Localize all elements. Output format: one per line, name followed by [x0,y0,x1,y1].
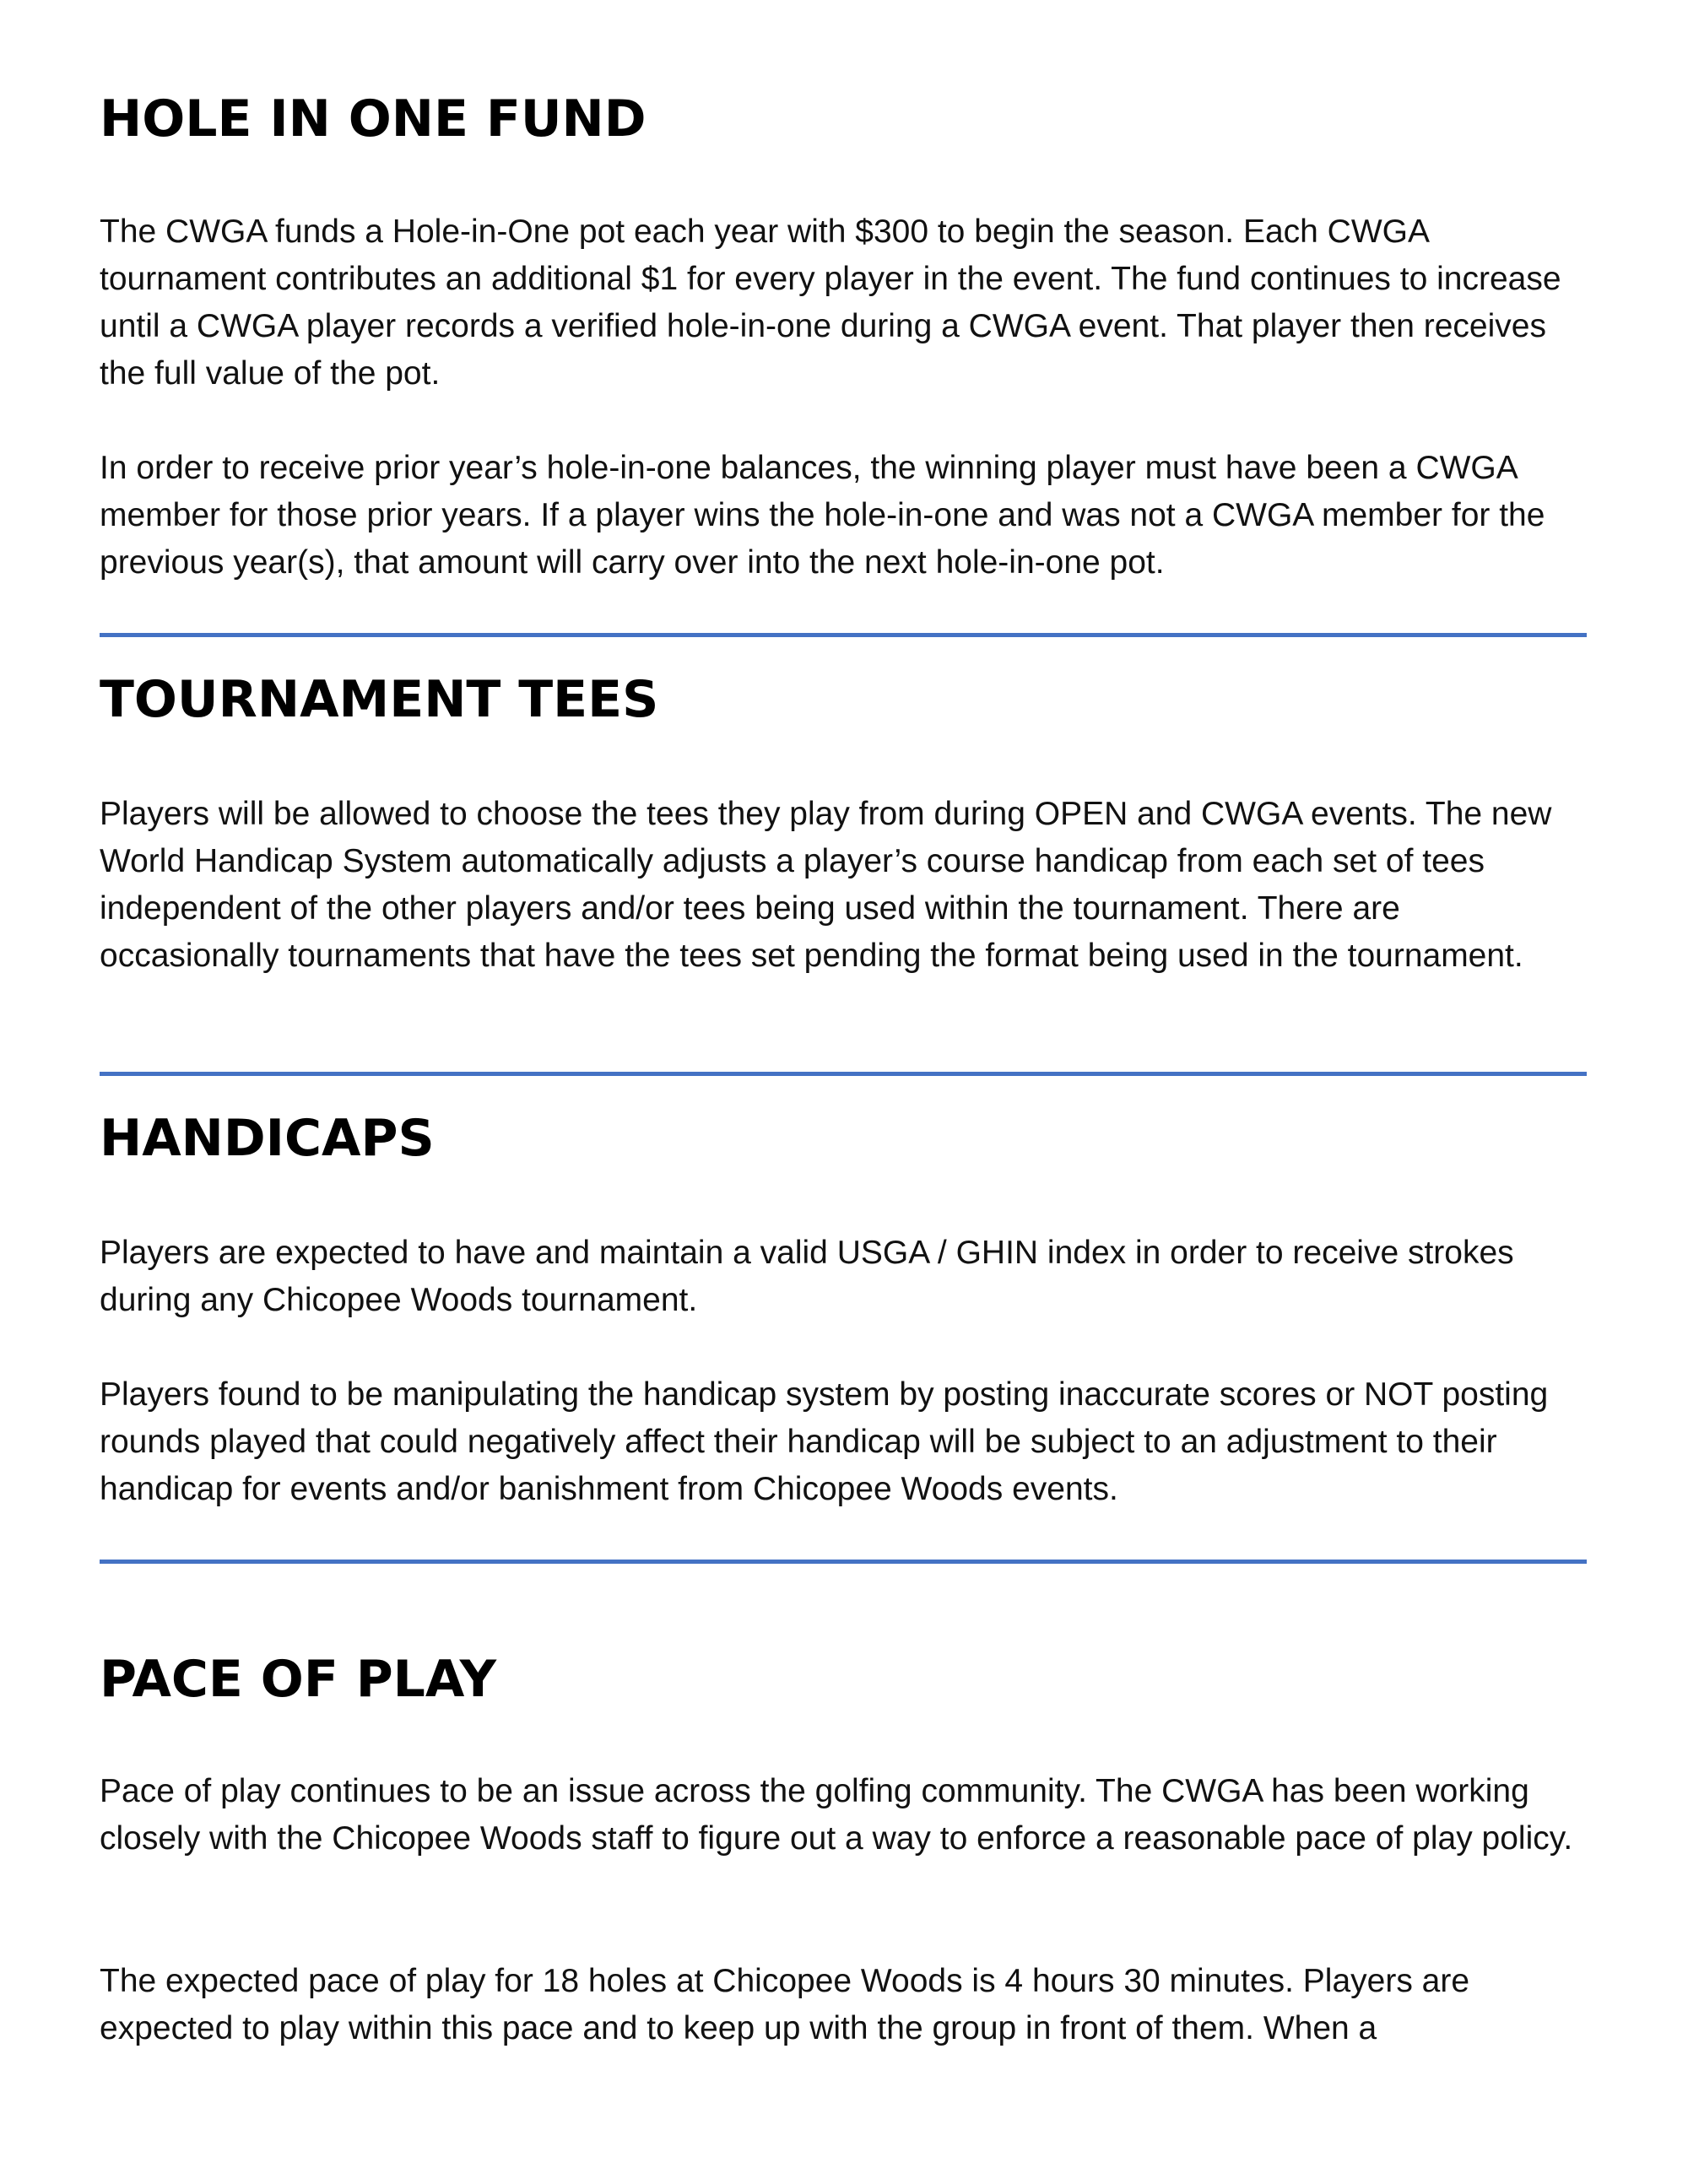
section-body [100,791,1587,980]
section-tournament-tees [100,669,1587,730]
section-heading: TOURNAMENT TEES [100,670,659,729]
section-body [100,1230,1587,1324]
section-body [100,445,1587,587]
section-handicaps [100,1108,1587,1169]
paragraph: Players found to be manipulating the handicap system by posting inaccurate scores or NOT posting rounds played that could negatively affect their handicap will be subject to an adjustment to their handicap for events and/or banishment from Chicopee Woods events. [100,1376,1549,1507]
paragraph: The expected pace of play for 18 holes at Chicopee Woods is 4 hours 30 minutes. Players are expected to play within this pace and to keep up with the group in front of them. When a [100,1963,1470,2046]
section-heading: HANDICAPS [100,1109,435,1168]
section-pace-of-play [100,1649,1587,1710]
paragraph: The CWGA funds a Hole-in-One pot each year with $300 to begin the season. Each CWGA tournament contributes an additional $1 for every player in the event. The fund continues to increase until a CWGA player records a verified hole-in-one during a CWGA event. That player then receives the full value of the pot. [100,214,1561,392]
paragraph: In order to receive prior year’s hole-in-one balances, the winning player must have been a CWGA member for those prior years. If a player wins the hole-in-one and was not a CWGA member for the previous year(s), that amount will carry over into the next hole-in-one pot. [100,450,1545,581]
section-hole-in-one-fund [100,89,1587,149]
section-divider [100,633,1587,637]
section-body [100,1768,1587,1862]
section-body [100,1958,1587,2052]
paragraph: Players are expected to have and maintain a valid USGA / GHIN index in order to receive strokes during any Chicopee Woods tournament. [100,1235,1514,1318]
section-body [100,208,1587,397]
paragraph: Players will be allowed to choose the tees they play from during OPEN and CWGA events. The new World Handicap System automatically adjusts a player’s course handicap from each set of tees independent of the other players and/or tees being used within the tournament. There are occasionally tournaments that have the tees set pending the format being used in the tournament. [100,796,1552,974]
section-body [100,1371,1587,1513]
section-divider [100,1560,1587,1564]
section-divider [100,1072,1587,1076]
section-heading: PACE OF PLAY [100,1650,497,1709]
section-heading: HOLE IN ONE FUND [100,89,647,149]
paragraph: Pace of play continues to be an issue across the golfing community. The CWGA has been working closely with the Chicopee Woods staff to figure out a way to enforce a reasonable pace of play policy. [100,1773,1573,1857]
